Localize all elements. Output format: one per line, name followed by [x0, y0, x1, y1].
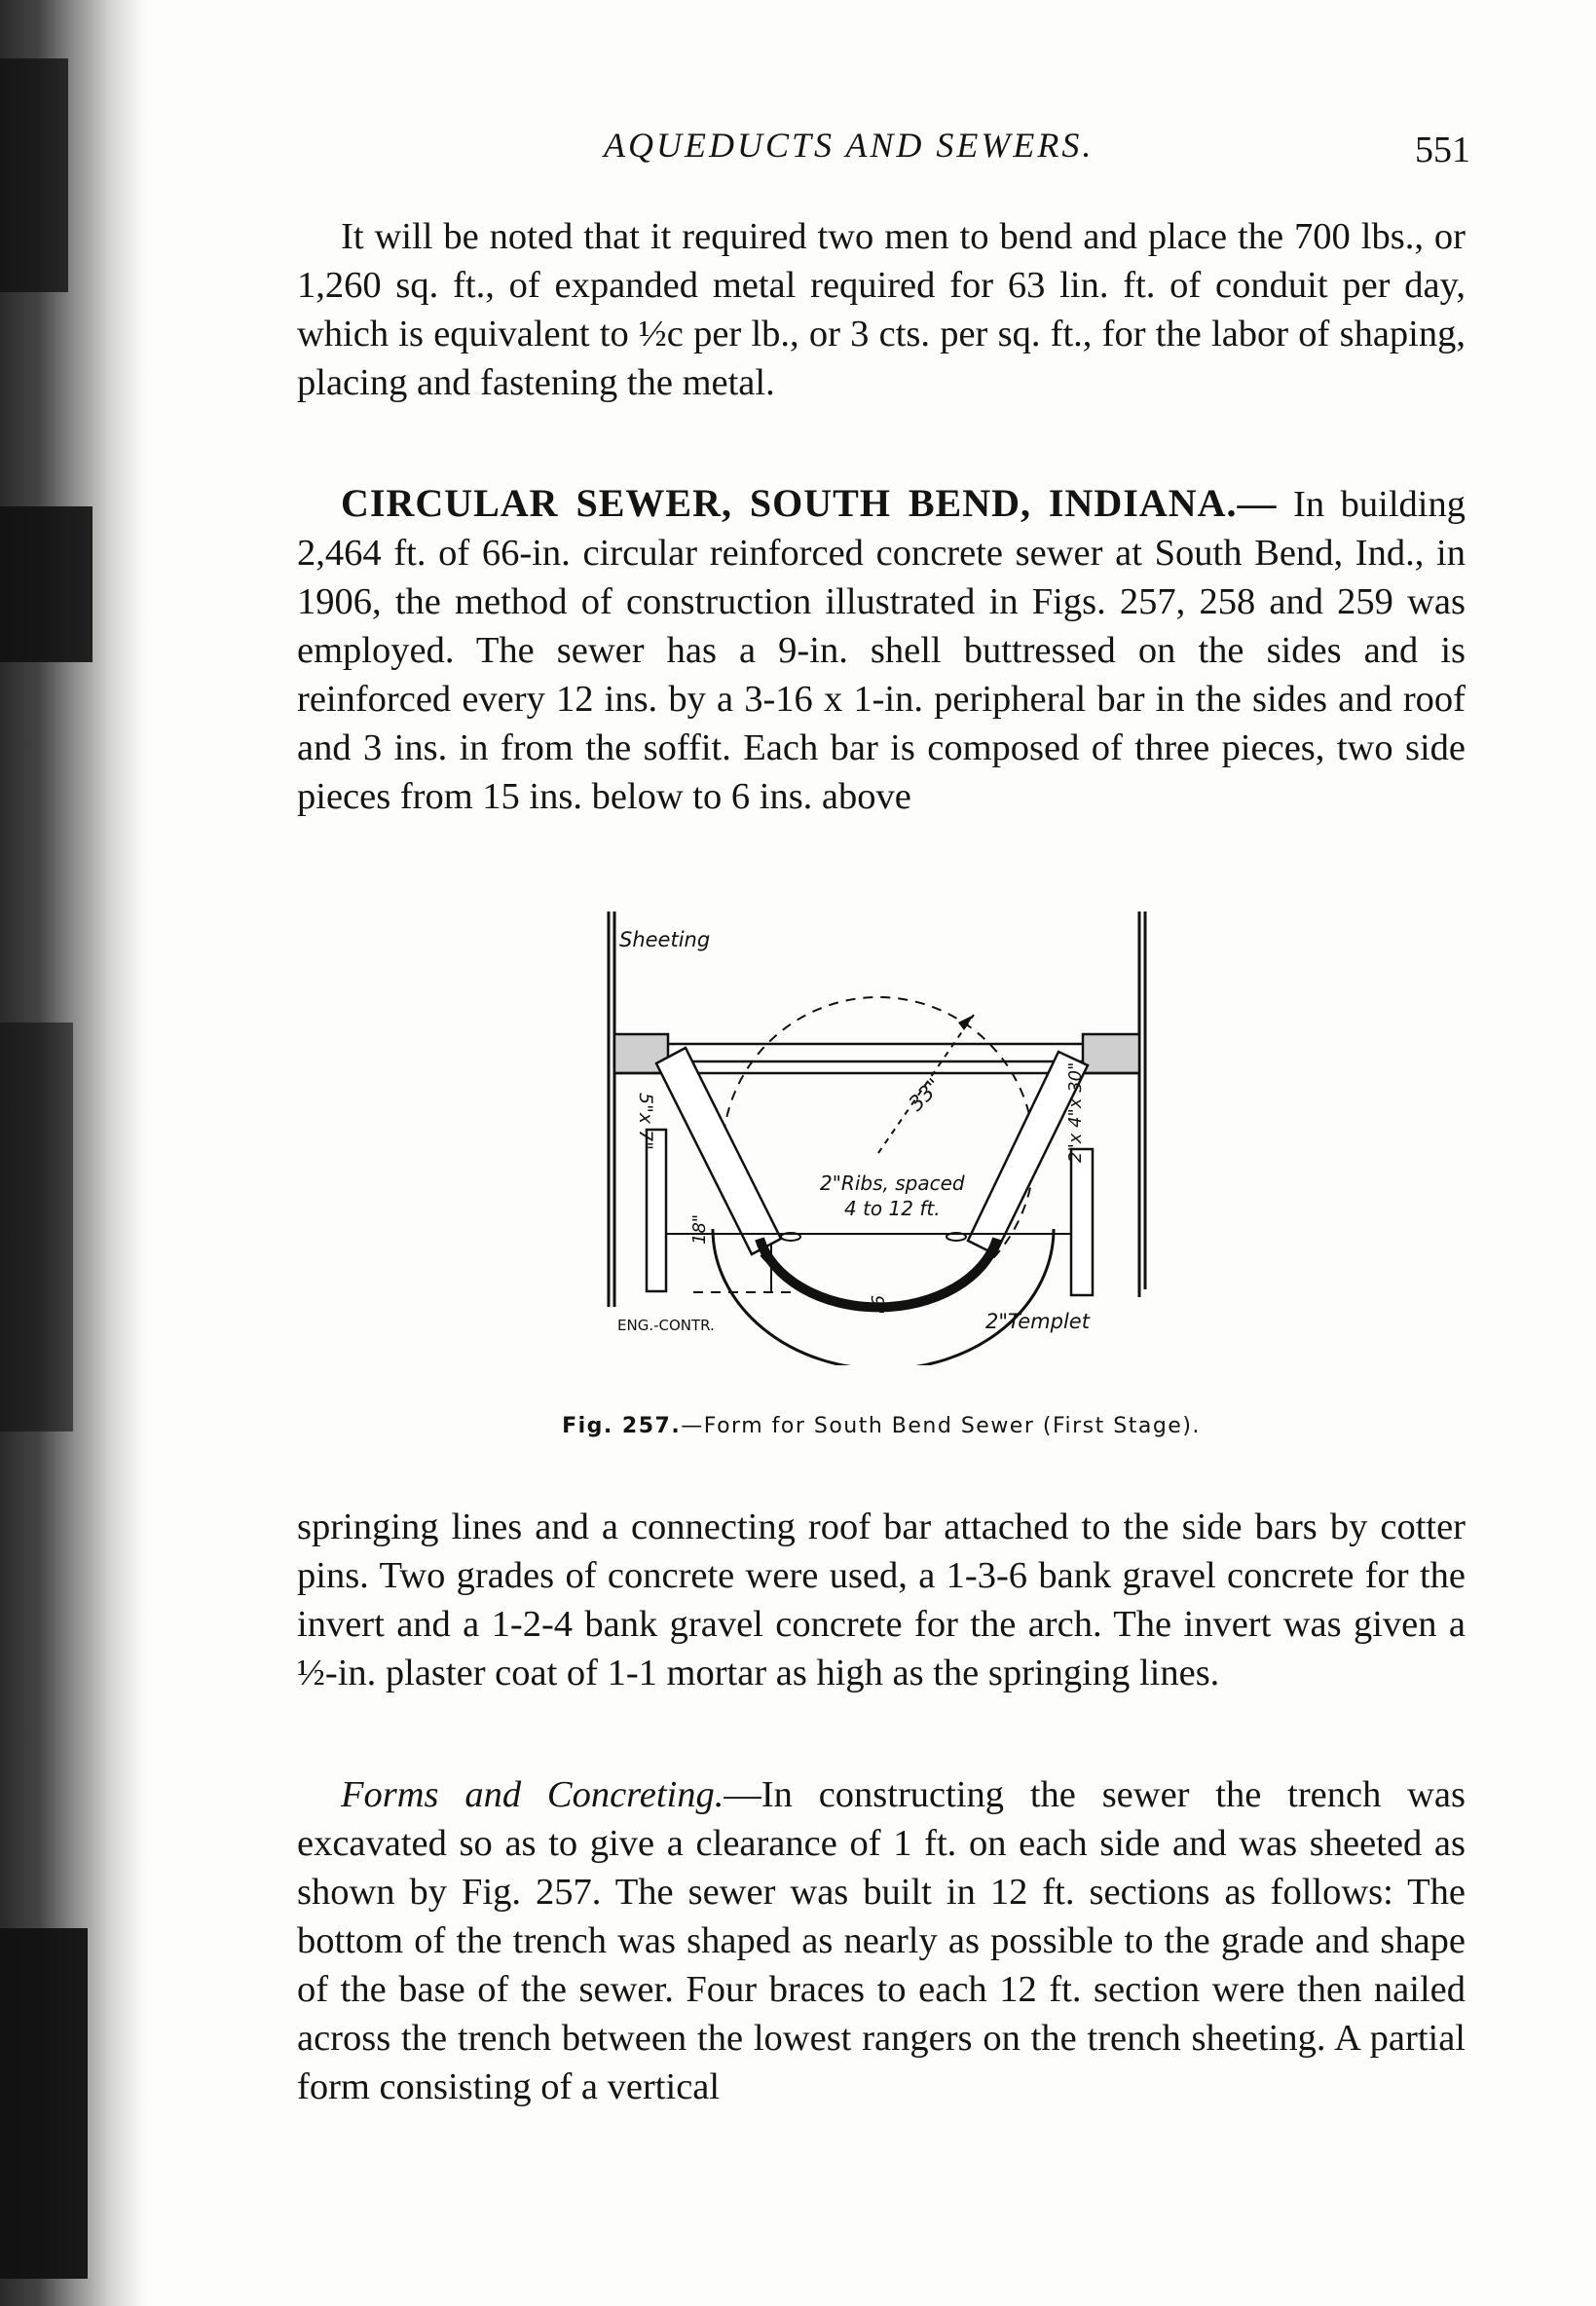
paragraph-circular-sewer — [297, 479, 1466, 821]
page-header — [302, 125, 1470, 183]
section-heading: CIRCULAR SEWER, SOUTH BEND, INDIANA.— — [341, 481, 1278, 525]
figure-caption — [297, 1414, 1466, 1438]
label-ribs-2: 4 to 12 ft. — [844, 1197, 941, 1220]
book-binding-shadow — [0, 0, 146, 2306]
page-number: 551 — [1415, 130, 1470, 170]
figure-257-diagram — [596, 908, 1151, 1365]
label-ribs-1: 2"Ribs, spaced — [820, 1172, 965, 1195]
paragraph-springing-lines: springing lines and a connecting roof bar attached to the side bars by cotter pins. Two grades of concrete were used, a 1-3-6 bank gravel concrete for the invert and a 1-2-4 bank gravel concrete for the arch. The invert was given a ½-in. plaster coat of 1-1 mortar as high as the springing lines. — [297, 1506, 1466, 1693]
label-credit: ENG.-CONTR. — [617, 1317, 715, 1334]
label-depth: 18" — [689, 1213, 710, 1245]
label-post-size: 2"x 4"x 30" — [1065, 1061, 1086, 1163]
caption-text: —Form for South Bend Sewer (First Stage). — [681, 1414, 1201, 1438]
paragraph-forms-concreting — [297, 1770, 1466, 2111]
running-head: AQUEDUCTS AND SEWERS. — [604, 126, 1095, 165]
paragraph-expanded-metal: It will be noted that it required two men to bend and place the 700 lbs., or 1,260 sq. ft., of expanded metal required for 63 lin. ft. of conduit per day, which is equivalent to ½c per lb., or 3 cts. per sq. ft., for the labor of shaping, placing and fastening the metal. — [297, 216, 1466, 403]
label-sheeting: Sheeting — [619, 928, 711, 951]
paragraph-body: In building 2,464 ft. of 66-in. circular reinforced concrete sewer at South Bend, Ind., in 1906, the method of construction illustrated in Figs. 257, 258 and 259 was employed. The sewer has a 9-in. shell buttressed on the sides and is reinforced every 12 ins. by a 3-16 x 1-in. peripheral bar in the sides and roof and 3 ins. in from the soffit. Each bar is composed of three pieces, two side pieces from 15 ins. below to 6 ins. above — [297, 484, 1466, 817]
label-invert: 9" — [867, 1295, 887, 1315]
label-brace-size: 5"x 7" — [635, 1093, 656, 1150]
caption-label: Fig. 257. — [562, 1414, 682, 1438]
paragraph-body: —In constructing the sewer the trench was excavated so as to give a clearance of 1 ft. on each side and was sheeted as shown by Fig. 257. The sewer was built in 12 ft. sections as follows: The bottom of the trench was shaped as nearly as possible to the grade and shape of the base of the sewer. Four braces to each 12 ft. section were then nailed across the trench between the lowest rangers on the trench sheeting. A partial form consisting of a vertical — [297, 1774, 1466, 2107]
section-subheading: Forms and Concreting. — [341, 1774, 724, 1815]
label-templet: 2"Templet — [985, 1310, 1090, 1333]
label-radius: 33" — [904, 1073, 946, 1116]
diagonal-braces — [656, 1048, 1088, 1254]
